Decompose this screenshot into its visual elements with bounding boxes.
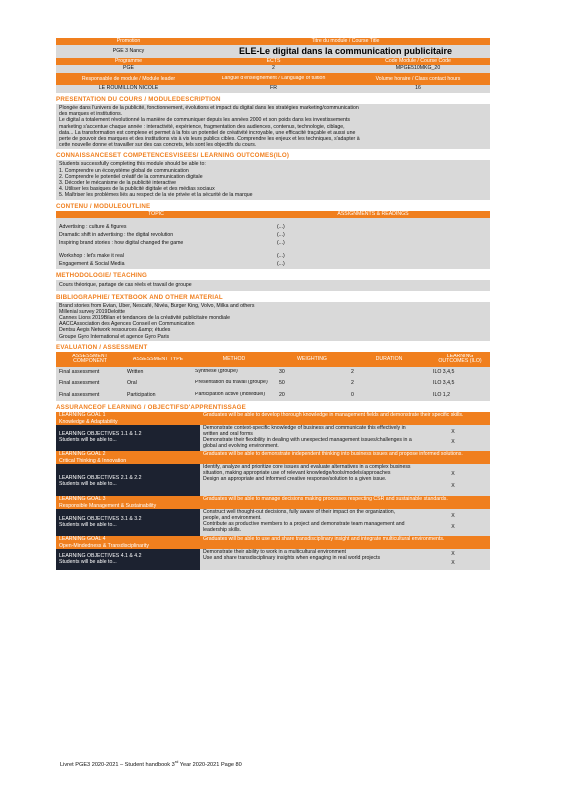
- topic-cell: Inspiring brand stories : how digital changed the game: [59, 239, 184, 246]
- eval-cell: 30: [279, 368, 285, 375]
- eval-cell: Final assessment: [59, 379, 100, 386]
- header-row-3: [56, 58, 490, 65]
- course-code-label: Code Module / Course Code: [385, 58, 451, 64]
- course-code-value: MPGE510MKG_20: [395, 65, 441, 71]
- language-value: FR: [270, 85, 277, 91]
- header-row-5: [56, 73, 490, 85]
- outline-heading: CONTENU / MODULEOUTLINE: [56, 202, 151, 210]
- topic-cell: Advertising : culture & figures: [59, 223, 127, 230]
- topic-header: TOPIC: [148, 210, 164, 217]
- eval-cell: Présentation du travail (groupe): [195, 380, 268, 386]
- eval-cell: Participation: [127, 391, 156, 398]
- bibliography-heading: BIBLIOGRAPHIE/ TEXTBOOK AND OTHER MATERIAL: [56, 293, 223, 301]
- learning-goal-row: [56, 451, 490, 464]
- bibliography-line: Dentsu Aegis Network ressources &amp; études: [59, 327, 171, 334]
- eval-component-header: ASSESSMENT COMPONENT: [72, 353, 108, 365]
- table-row: [56, 240, 490, 248]
- eval-cell: ILO 3,4,5: [433, 368, 455, 375]
- goal-description: Graduates will be able to manage decisions making processes respecting CSR and sustainable standards.: [203, 495, 448, 502]
- eval-cell: ILO 3,4,5: [433, 379, 455, 386]
- objective-sub: Students will be able to...: [59, 481, 117, 488]
- eval-method-header: METHOD: [222, 356, 246, 363]
- objective-item: Design an appropriate and informed creative response/solution to a given issue.: [203, 476, 387, 483]
- header-row-2: [56, 45, 490, 58]
- objective-label: LEARNING OBJECTIVES 4.1 & 4.2: [59, 552, 142, 559]
- goal-title-cell: [56, 496, 200, 509]
- objective-items: [200, 464, 416, 496]
- objective-item: Identify, analyze and prioritize core issues and evaluate alternatives in a complex business situation, making appropriate use of relevant knowledge/tools/models/approaches: [203, 464, 411, 477]
- course-title-label: Titre du module / Course Title: [311, 38, 380, 44]
- outcome-line: 4. Utiliser les basiques de la publicité digitale et des médias sociaux: [59, 186, 215, 193]
- objective-items: [200, 425, 416, 451]
- outcome-line: 2. Comprendre le potentiel créatif de la communication digitale: [59, 173, 203, 180]
- objective-items: [200, 509, 416, 536]
- objective-item: Use and share transdisciplinary insights when engaging in real world projects: [203, 555, 381, 562]
- table-row: [56, 224, 490, 232]
- eval-ilo-header: LEARNING OUTCOMES (ILO): [438, 353, 482, 365]
- objective-label: LEARNING OBJECTIVES 2.1 & 2.2: [59, 474, 142, 481]
- objective-title-cell: [56, 464, 200, 496]
- outcome-line: Students successfully completing this module should be able to:: [59, 161, 206, 168]
- check-mark: X: [451, 512, 455, 519]
- eval-cell: ILO 1,2: [433, 391, 451, 398]
- objective-item: Demonstrate context-specific knowledge of business and communicate this effectively in written and oral forms: [203, 425, 406, 438]
- presentation-line: cette nouvelle donne et travailler sur des cas concrets, tels sont les objectifs du cours.: [59, 142, 257, 149]
- objective-item: Contribute as productive members to a project and demonstrate team management and leadership skills.: [203, 521, 405, 534]
- objective-label: LEARNING OBJECTIVES 1.1 & 1.2: [59, 430, 142, 437]
- check-mark: X: [451, 482, 455, 489]
- presentation-line: Le digital a totalement révolutionné la manière de communiquer depuis les années 2000 et son poids dans les investissements: [59, 117, 350, 124]
- objective-title-cell: [56, 425, 200, 451]
- goal-label: LEARNING GOAL 1: [59, 412, 106, 419]
- presentation-line: data... La transformation est complexe et permet à la fois un potentiel de créativité incroyable, une efficacité traçable et aussi une: [59, 129, 356, 136]
- learning-goal-row: [56, 536, 490, 549]
- goal-description: Graduates will be able to demonstrate independent thinking into business issues and propose informed solutions.: [203, 450, 463, 457]
- objective-marks: [416, 549, 490, 570]
- contact-hours-label: Volume horaire / Class contact hours: [375, 75, 461, 82]
- topic-cell: Engagement & Social Media: [59, 260, 125, 267]
- ects-value: 2: [272, 65, 275, 71]
- eval-cell: Synthèse (groupe): [195, 369, 238, 375]
- presentation-line: marketing s'accentue chaque année : interactivité, expérience, fragmentation des audiences, contenus, technologie, ciblage,: [59, 123, 345, 130]
- footer-sup: rd: [174, 759, 179, 764]
- bibliography-line: Groupe Gyro International et agence Gyro Paris: [59, 333, 170, 340]
- assignment-cell: (...): [277, 231, 285, 238]
- outline-header: [56, 211, 490, 218]
- bibliography-line: Brand stories from Evian, Uber, Nescafé, Nivéa, Burger King, Volvo, Milka and others: [59, 302, 255, 309]
- module-leader-label: Responsable de module / Module leader: [81, 75, 176, 82]
- methodology-line: Cours théorique, partage de cas réels et travail de groupe: [59, 281, 192, 288]
- eval-cell: Final assessment: [59, 368, 100, 375]
- eval-cell: Oral: [127, 379, 137, 386]
- objective-item: Demonstrate their flexibility in dealing with unexpected management issues/challenges in a global and evolving environment.: [203, 437, 412, 450]
- table-row: [56, 253, 490, 261]
- assignment-cell: (...): [277, 223, 285, 230]
- goal-label: LEARNING GOAL 4: [59, 536, 106, 543]
- eval-weighting-header: WEIGHTING: [297, 356, 327, 363]
- objective-sub: Students will be able to...: [59, 559, 117, 566]
- course-title: ELE-Le digital dans la communication publicitaire: [238, 46, 453, 56]
- objective-title-cell: [56, 549, 200, 570]
- goal-title-cell: [56, 412, 200, 425]
- header-row-4: [56, 65, 490, 73]
- course-sheet: [56, 38, 490, 570]
- header-row-6: [56, 85, 490, 93]
- goal-label: LEARNING GOAL 3: [59, 496, 106, 503]
- bibliography-line: AACCAssociation des Agences Conseil en Communication: [59, 321, 195, 328]
- check-mark: X: [451, 550, 455, 557]
- promotion-value: PGE 3 Nancy: [112, 48, 145, 55]
- footer-right: Year 2020-2021 Page 80: [179, 761, 242, 768]
- presentation-line: Plongée dans l'univers de la publicité, fonctionnement, évolutions et impact du digital dans les stratégies marketing/communication: [59, 105, 359, 111]
- outcome-line: 1. Comprendre un écosystème global de communication: [59, 167, 189, 174]
- module-leader-value: LE ROUMILLON NICOLE: [98, 85, 159, 91]
- presentation-text: [56, 104, 490, 149]
- outcome-line: 5. Maîtriser les problèmes liés au respect de la vie privée et la sécurité de la marque: [59, 192, 253, 199]
- topic-cell: Dramatic shift in advertising : the digital revolution: [59, 231, 174, 238]
- presentation-line: perte de pouvoir des marques et des institutions vis à vis leurs publics cibles. Comprendre les enjeux et les techniques, s'adapter à: [59, 136, 360, 143]
- goal-description: Graduates will be able to use and share transdisciplinary insight and integrate multicultural environments.: [203, 535, 445, 542]
- objective-items: [200, 549, 416, 570]
- objective-marks: [416, 425, 490, 451]
- eval-cell: 20: [279, 391, 285, 398]
- eval-cell: 2: [351, 368, 354, 375]
- bibliography-text: [56, 302, 490, 341]
- eval-cell: 2: [351, 379, 354, 386]
- presentation-heading: PRESENTATION DU COURS / MODULEDESCRIPTION: [56, 96, 221, 103]
- promotion-label: Promotion: [116, 38, 141, 44]
- check-mark: X: [451, 559, 455, 566]
- contact-hours-value: 16: [415, 85, 421, 91]
- learning-goal-row: [56, 412, 490, 425]
- assignments-header: ASSIGNMENTS & READINGS: [337, 210, 409, 217]
- learning-objective-row: [56, 464, 490, 496]
- check-mark: X: [451, 438, 455, 445]
- eval-cell: 0: [351, 391, 354, 398]
- goal-name: Responsible Management & Sustainability: [59, 502, 157, 509]
- table-row: [56, 232, 490, 240]
- methodology-heading: METHODOLOGIE/ TEACHING: [56, 271, 148, 279]
- outcomes-text: [56, 160, 490, 199]
- eval-cell: Final assessment: [59, 391, 100, 398]
- check-mark: X: [451, 428, 455, 435]
- language-label: Langue d'enseignement / Language of tuition: [221, 76, 326, 82]
- assignment-cell: (...): [277, 239, 285, 246]
- presentation-line: des marques et institutions.: [59, 111, 123, 118]
- eval-cell: Participation active (individuel): [195, 392, 266, 398]
- table-row: [56, 377, 490, 389]
- objective-sub: Students will be able to...: [59, 522, 117, 529]
- objective-marks: [416, 464, 490, 496]
- programme-label: Programme: [114, 58, 143, 64]
- header-row-1: [56, 38, 490, 45]
- goal-description: Graduates will be able to develop thorough knowledge in management fields and demonstrate their specific skills.: [203, 411, 464, 418]
- eval-cell: Written: [127, 368, 144, 375]
- bibliography-line: Millenial survey 2019Deloitte: [59, 308, 126, 315]
- learning-objective-row: [56, 509, 490, 536]
- footer-left: Livret PGE3 2020-2021 – Student handbook 3: [60, 761, 175, 768]
- methodology-text: [56, 280, 490, 291]
- objective-sub: Students will be able to...: [59, 437, 117, 444]
- assignment-cell: (...): [277, 252, 285, 259]
- goal-title-cell: [56, 451, 200, 464]
- assignment-cell: (...): [277, 260, 285, 267]
- evaluation-header: [56, 352, 490, 367]
- objective-item: Construct well thought-out decisions, fully aware of their impact on the organization, people, and environment.: [203, 509, 396, 522]
- outcome-line: 3. Décoder le mécanisme de la publicité interactive: [59, 180, 177, 187]
- eval-duration-header: DURATION: [375, 356, 403, 363]
- objective-item: Demonstrate their ability to work in a multicultural environment: [203, 549, 347, 556]
- check-mark: X: [451, 470, 455, 477]
- evaluation-heading: EVALUATION / ASSESSMENT: [56, 343, 148, 351]
- learning-objective-row: [56, 425, 490, 451]
- goal-label: LEARNING GOAL 2: [59, 451, 106, 458]
- check-mark: X: [451, 523, 455, 530]
- bibliography-line: Cannes Lions 2019Bilan et tendances de la créativité publicitaire mondiale: [59, 315, 231, 322]
- programme-value: PGE: [123, 65, 134, 71]
- objective-label: LEARNING OBJECTIVES 3.1 & 3.2: [59, 515, 142, 522]
- assurance-heading: ASSURANCEOF LEARNING / OBJECTIFSD'APPRENTISSAGE: [56, 403, 246, 411]
- table-row: [56, 367, 490, 377]
- topic-cell: Workshop : let's make it real: [59, 252, 124, 259]
- goal-title-cell: [56, 536, 200, 549]
- goal-name: Open-Mindedness & Transdisciplinarity: [59, 542, 149, 549]
- outcomes-heading: CONNAISSANCESET COMPETENCESVISEES/ LEARNING OUTCOMES(ILO): [56, 152, 290, 160]
- learning-objective-row: [56, 549, 490, 570]
- objective-marks: [416, 509, 490, 536]
- goal-name: Critical Thinking & Innovation: [59, 457, 127, 464]
- goal-name: Knowledge & Adaptability: [59, 418, 118, 425]
- eval-cell: 50: [279, 379, 285, 386]
- objective-title-cell: [56, 509, 200, 536]
- eval-type-header: ASSESSMENT TYPE: [132, 356, 184, 362]
- ects-label: ECTS: [266, 58, 281, 64]
- table-row: [56, 261, 490, 269]
- learning-goal-row: [56, 496, 490, 509]
- page-footer: [60, 759, 242, 768]
- table-row: [56, 389, 490, 401]
